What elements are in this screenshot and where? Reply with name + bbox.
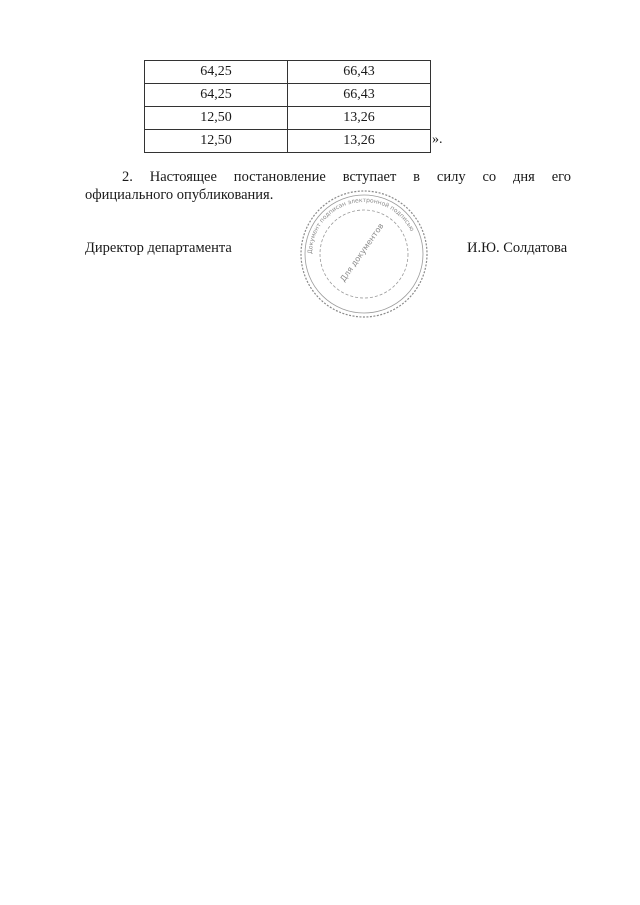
closing-quote: ». — [432, 132, 443, 147]
stamp-center-text: Для документов — [338, 221, 386, 284]
tariff-table — [144, 60, 431, 153]
table-cell: 66,43 — [288, 61, 431, 84]
table-row — [145, 130, 431, 153]
seal-stamp — [298, 188, 430, 320]
table-cell: 12,50 — [145, 107, 288, 130]
signatory-name: И.Ю. Солдатова — [467, 240, 568, 256]
table-cell: 66,43 — [288, 84, 431, 107]
table-cell: 12,50 — [145, 130, 288, 153]
stamp-ring-text: Документ подписан электронной подписью — [306, 196, 416, 255]
table-row — [145, 107, 431, 130]
signatory-title: Директор департамента — [85, 240, 232, 256]
table-row — [145, 61, 431, 84]
table-row — [145, 84, 431, 107]
paragraph-line-1: 2. Настоящее постановление вступает в силу со дня его — [122, 169, 571, 185]
paragraph-line-2: официального опубликования. — [85, 187, 274, 203]
table-cell: 64,25 — [145, 84, 288, 107]
table-cell: 64,25 — [145, 61, 288, 84]
table-cell: 13,26 — [288, 130, 431, 153]
table-cell: 13,26 — [288, 107, 431, 130]
